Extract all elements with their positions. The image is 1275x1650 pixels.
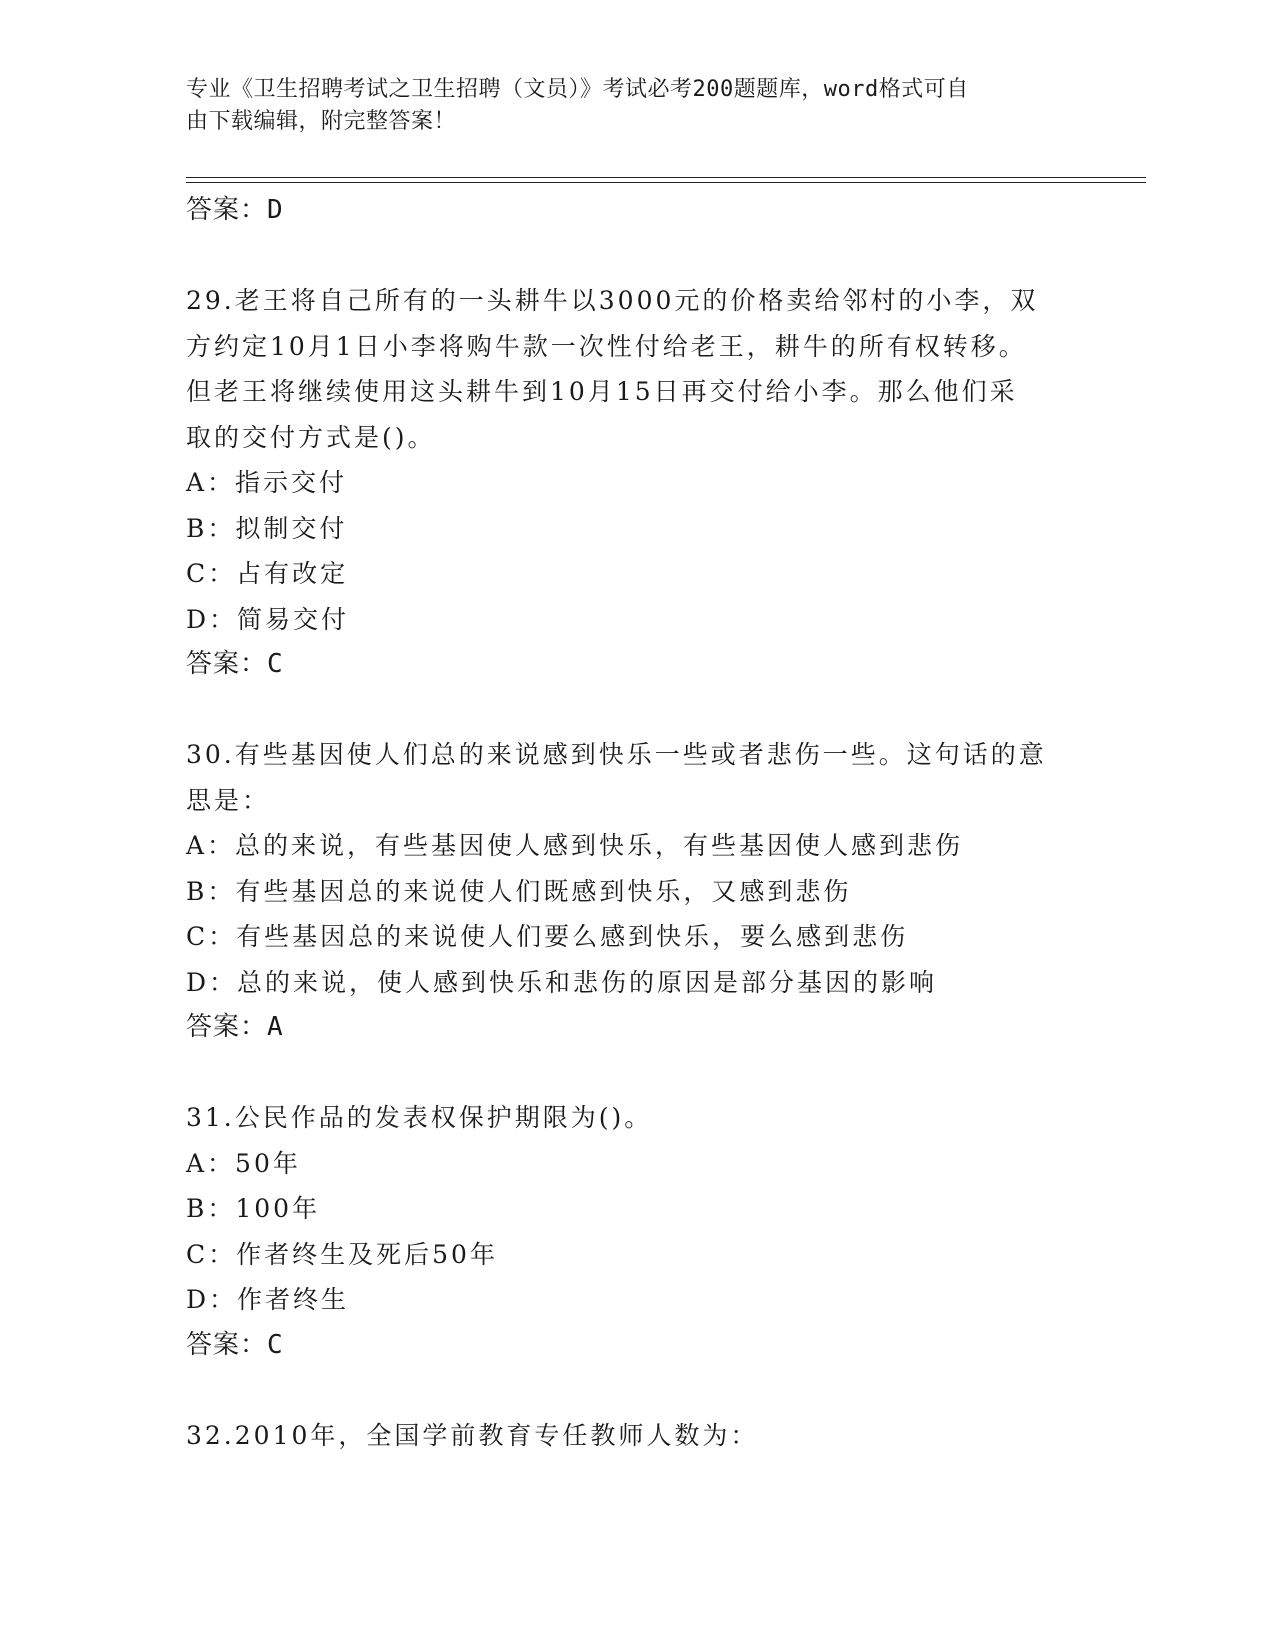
- option-b: B：有些基因总的来说使人们既感到快乐，又感到悲伤: [186, 876, 852, 906]
- option-c: C：有些基因总的来说使人们要么感到快乐，要么感到悲伤: [186, 922, 909, 951]
- answer-label: 答案：D: [186, 195, 284, 225]
- header-divider: [186, 182, 1146, 183]
- question-line: 31.公民作品的发表权保护期限为()。: [186, 1103, 653, 1132]
- option-b: B：拟制交付: [186, 513, 348, 543]
- header-divider: [186, 177, 1146, 178]
- option-d: D：作者终生: [186, 1285, 350, 1314]
- option-d: D：总的来说，使人感到快乐和悲伤的原因是部分基因的影响: [186, 967, 938, 997]
- question-item: [186, 278, 1086, 686]
- question-item: [186, 1095, 1086, 1367]
- header-line: 由下载编辑，附完整答案！: [186, 109, 457, 134]
- option-a: A：指示交付: [186, 468, 348, 497]
- question-line: 32.2010年，全国学前教育专任教师人数为：: [186, 1420, 759, 1450]
- question-line: 但老王将继续使用这头耕牛到10月15日再交付给小李。那么他们采: [186, 377, 1018, 406]
- header-line: 专业《卫生招聘考试之卫生招聘（文员）》考试必考200题题库，word格式可自: [186, 77, 969, 102]
- answer-label: 答案：C: [186, 1329, 284, 1360]
- option-c: C：占有改定: [186, 559, 349, 588]
- question-list: [186, 188, 1086, 1458]
- question-line: 30.有些基因使人们总的来说感到快乐一些或者悲伤一些。这句话的意: [186, 740, 1047, 769]
- question-line: 思是：: [186, 785, 271, 815]
- answer-label: 答案：A: [186, 1012, 284, 1042]
- option-a: A：总的来说，有些基因使人感到快乐，有些基因使人感到悲伤: [186, 831, 964, 860]
- question-item: [186, 732, 1086, 1049]
- question-line: 方约定10月1日小李将购牛款一次性付给老王，耕牛的所有权转移。: [186, 331, 1027, 361]
- question-line: 取的交付方式是()。: [186, 422, 436, 452]
- option-b: B：100年: [186, 1194, 321, 1223]
- option-d: D：简易交付: [186, 604, 350, 634]
- option-c: C：作者终生及死后50年: [186, 1239, 498, 1269]
- option-a: A：50年: [186, 1148, 301, 1178]
- question-item: [186, 1413, 1086, 1459]
- question-line: 29.老王将自己所有的一头耕牛以3000元的价格卖给邻村的小李，双: [186, 286, 1039, 315]
- page-header: [186, 74, 1066, 138]
- answer-label: 答案：C: [186, 649, 284, 679]
